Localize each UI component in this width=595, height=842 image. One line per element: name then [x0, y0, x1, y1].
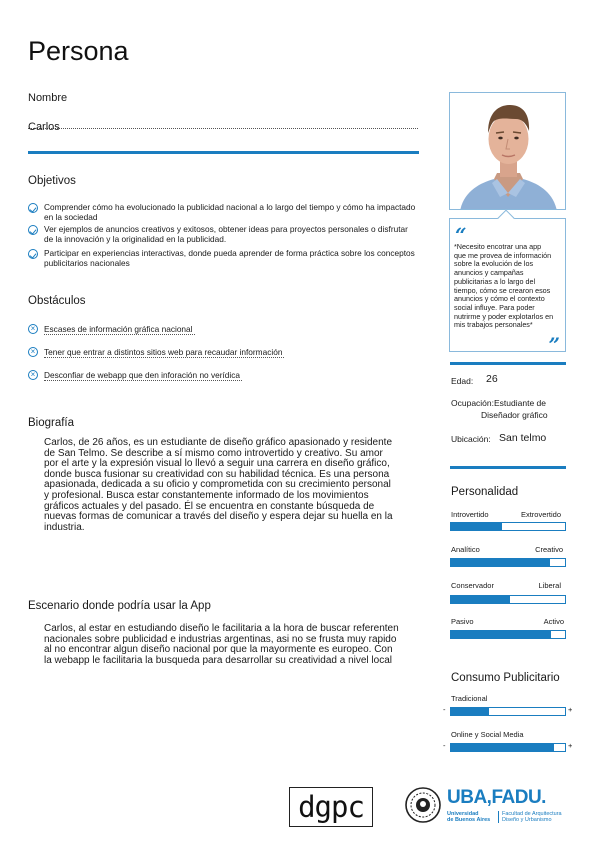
scale-left-label: Analítico: [451, 545, 480, 554]
consumo-title: Consumo Publicitario: [451, 672, 560, 684]
x-circle-icon: ×: [28, 347, 38, 357]
scale-left-label: Introvertido: [451, 510, 489, 519]
biografia-title: Biografía: [28, 417, 75, 429]
escenario-text: Carlos, al estar en estudiando diseño le facilitaria a la hora de buscar referenten nacionales sobre publicidad e industrias argentinas, asi no se frusta muy rapido al no encontrar algun diseño nacional por que la mayormente es europeo. Con la webapp le facilitaria la busqueda para desarrollar su creatividad a nivel local: [44, 623, 399, 666]
edad-value: 26: [486, 373, 498, 385]
edad-label: Edad:: [451, 376, 474, 386]
minus-label: -: [443, 741, 446, 750]
x-circle-icon: ×: [28, 370, 38, 380]
bar-fill: [451, 596, 510, 603]
objetivos-title: Objetivos: [28, 175, 76, 187]
ubicacion-value: San telmo: [499, 432, 547, 444]
consumo-label: Online y Social Media: [451, 730, 524, 739]
scale-left-label: Conservador: [451, 581, 494, 590]
scale-right-label: Creativo: [535, 545, 563, 554]
uba-university-text: Universidad de Buenos Aires: [447, 811, 491, 823]
bar-fill: [451, 708, 489, 715]
scale-right-label: Liberal: [538, 581, 561, 590]
bar-fill: [451, 631, 551, 638]
close-quote-icon: ”: [548, 333, 560, 357]
page-title: Persona: [28, 36, 129, 66]
plus-label: +: [568, 705, 573, 714]
quote-text: *Necesito encotrar una app que me provea de información sobre la evolución de los anuncios y campañas publicitarias a lo largo del tiempo, cómo se crearon esos anuncios y cómo el contexto social influye. Para poder nutrirme y poder explotarlos en mis trabajos personales*: [454, 242, 554, 330]
scale-right-label: Extrovertido: [520, 510, 561, 519]
escenario-title: Escenario donde podría usar la App: [28, 600, 211, 612]
info-divider-bottom: [450, 466, 566, 469]
plus-label: +: [568, 741, 573, 750]
check-circle-icon: [28, 203, 38, 213]
bar-fill: [451, 744, 554, 751]
quote-box: [449, 218, 566, 357]
fadu-faculty-text: Facultad de Arquitectura Diseño y Urbanismo: [498, 811, 562, 823]
bar-fill: [451, 559, 550, 566]
uba-fadu-logo: UBA,FADU.: [447, 787, 546, 808]
consumo-bar: [450, 743, 566, 752]
bar-fill: [451, 523, 502, 530]
obstaculo-item: × Tener que entrar a distintos sitios web para recaudar información: [28, 346, 418, 360]
objetivo-item: Comprender cómo ha evolucionado la publicidad nacional a lo largo del tiempo y cómo ha impactado en la sociedad: [28, 202, 418, 222]
scale-right-label: Activo: [543, 617, 564, 626]
uba-seal-icon: [405, 787, 441, 823]
x-circle-icon: ×: [28, 324, 38, 334]
biografia-text: Carlos, de 26 años, es un estudiante de diseño gráfico apasionado y residente de San Telmo. Se describe a sí mismo como introvertido y creativo. Su amor por el arte y la expresión visual lo llevó a seguir una carrera en diseño gráfico, donde busca fusionar su creatividad con su habilidad técnica. Es una persona apasionada, dedicada a su oficio y comprometida con su crecimiento personal y profesional. Busca estar constantemente informado de los movimientos gráficos actuales y del pasado. Él se encuentra en constante búsqueda de nuevas formas de comunicar a través del diseño y espera dejar su huella en la industria.: [44, 437, 393, 533]
consumo-bar: [450, 707, 566, 716]
personalidad-bar: [450, 558, 566, 567]
nombre-value: Carlos: [28, 121, 60, 133]
ocupacion-value-1: Estudiante de: [494, 398, 546, 408]
minus-label: -: [443, 705, 446, 714]
obstaculo-item: × Desconfiar de webapp que den inforación no verídica: [28, 369, 418, 383]
nombre-label: Nombre: [28, 92, 68, 104]
section-divider: [28, 151, 419, 154]
ubicacion-label: Ubicación:: [451, 434, 491, 444]
ocupacion-label: Ocupación:: [451, 398, 494, 408]
check-circle-icon: [28, 249, 38, 259]
quote-pointer: [498, 210, 515, 227]
personalidad-bar: [450, 595, 566, 604]
info-divider-top: [450, 362, 566, 365]
personalidad-bar: [450, 630, 566, 639]
obstaculos-title: Obstáculos: [28, 295, 86, 307]
persona-photo: [449, 92, 566, 210]
personalidad-title: Personalidad: [451, 486, 519, 498]
open-quote-icon: “: [455, 223, 467, 247]
objetivo-item: Ver ejemplos de anuncios creativos y exitosos, obtener ideas para proyectos personales o disfrutar de la innovación y la originalidad en la publicidad.: [28, 224, 418, 244]
avatar: [450, 93, 566, 210]
obstaculo-item: × Escases de información gráfica nacional: [28, 323, 418, 337]
consumo-label: Tradicional: [451, 694, 488, 703]
nombre-field: [28, 117, 418, 133]
objetivo-item: Participar en experiencias interactivas, donde pueda aprender de forma práctica sobre los conceptos publicitarios nacionales: [28, 248, 418, 268]
scale-left-label: Pasivo: [451, 617, 474, 626]
ocupacion-value-2: Diseñador gráfico: [481, 410, 548, 420]
check-circle-icon: [28, 225, 38, 235]
dgpc-logo: dgpc: [289, 787, 373, 827]
personalidad-bar: [450, 522, 566, 531]
